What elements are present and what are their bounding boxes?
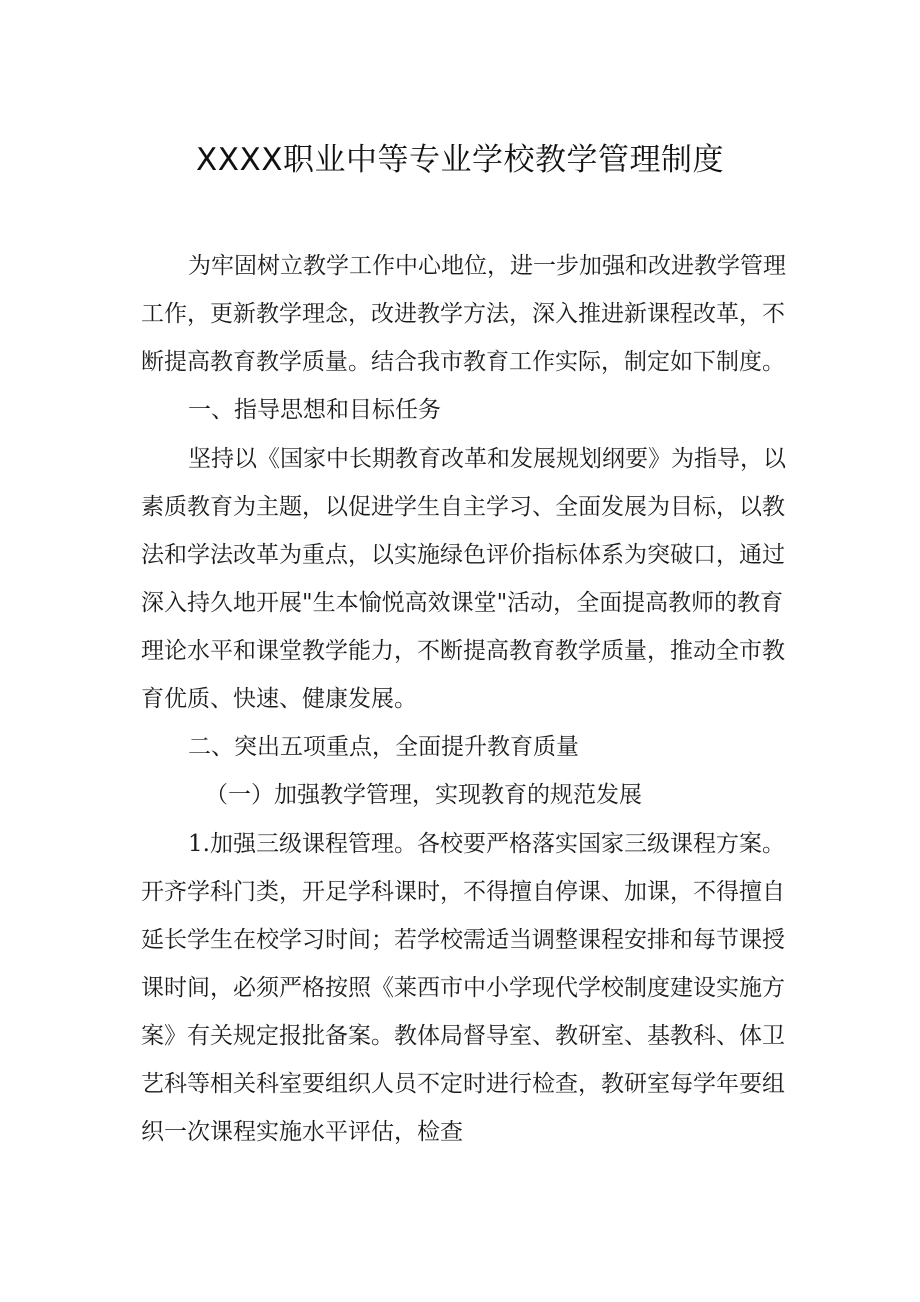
paragraph-line: 法和学法改革为重点，以实施绿色评价指标体系为突破口，通过 [141,542,785,568]
paragraph-line: 开齐学科门类，开足学科课时，不得擅自停课、加课，不得擅自 [141,879,785,905]
paragraph-line: 织一次课程实施水平评估，检查 [141,1119,463,1145]
paragraph-line: 坚持以《国家中长期教育改革和发展规划纲要》为指导，以 [188,446,786,472]
section-heading: 二、突出五项重点，全面提升教育质量 [188,734,579,760]
paragraph-line: 育优质、快速、健康发展。 [141,686,417,712]
paragraph-line: 案》有关规定报批备案。教体局督导室、教研室、基教科、体卫 [141,1023,785,1049]
paragraph-line: 断提高教育教学质量。结合我市教育工作实际，制定如下制度。 [141,349,785,375]
document-title: XXXX职业中等专业学校教学管理制度 [196,142,724,178]
paragraph-line: 艺科等相关科室要组织人员不定时进行检查，教研室每学年要组 [141,1071,785,1097]
paragraph-line: 深入持久地开展"生本愉悦高效课堂"活动，全面提高教师的教育 [141,590,784,616]
paragraph-line: 素质教育为主题，以促进学生自主学习、全面发展为目标，以教 [141,494,785,520]
paragraph-line: 课时间，必须严格按照《莱西市中小学现代学校制度建设实施方 [141,975,785,1001]
paragraph-line: 延长学生在校学习时间；若学校需适当调整课程安排和每节课授 [141,927,785,953]
paragraph-line: 工作，更新教学理念，改进教学方法，深入推进新课程改革，不 [141,301,785,327]
paragraph-line: 理论水平和课堂教学能力，不断提高教育教学质量，推动全市教 [141,638,785,664]
paragraph-line: 为牢固树立教学工作中心地位，进一步加强和改进教学管理 [188,253,786,279]
section-heading: 一、指导思想和目标任务 [188,397,441,423]
paragraph-line: 1.加强三级课程管理。各校要严格落实国家三级课程方案。 [188,831,785,857]
subsection-heading: （一）加强教学管理，实现教育的规范发展 [205,782,642,808]
